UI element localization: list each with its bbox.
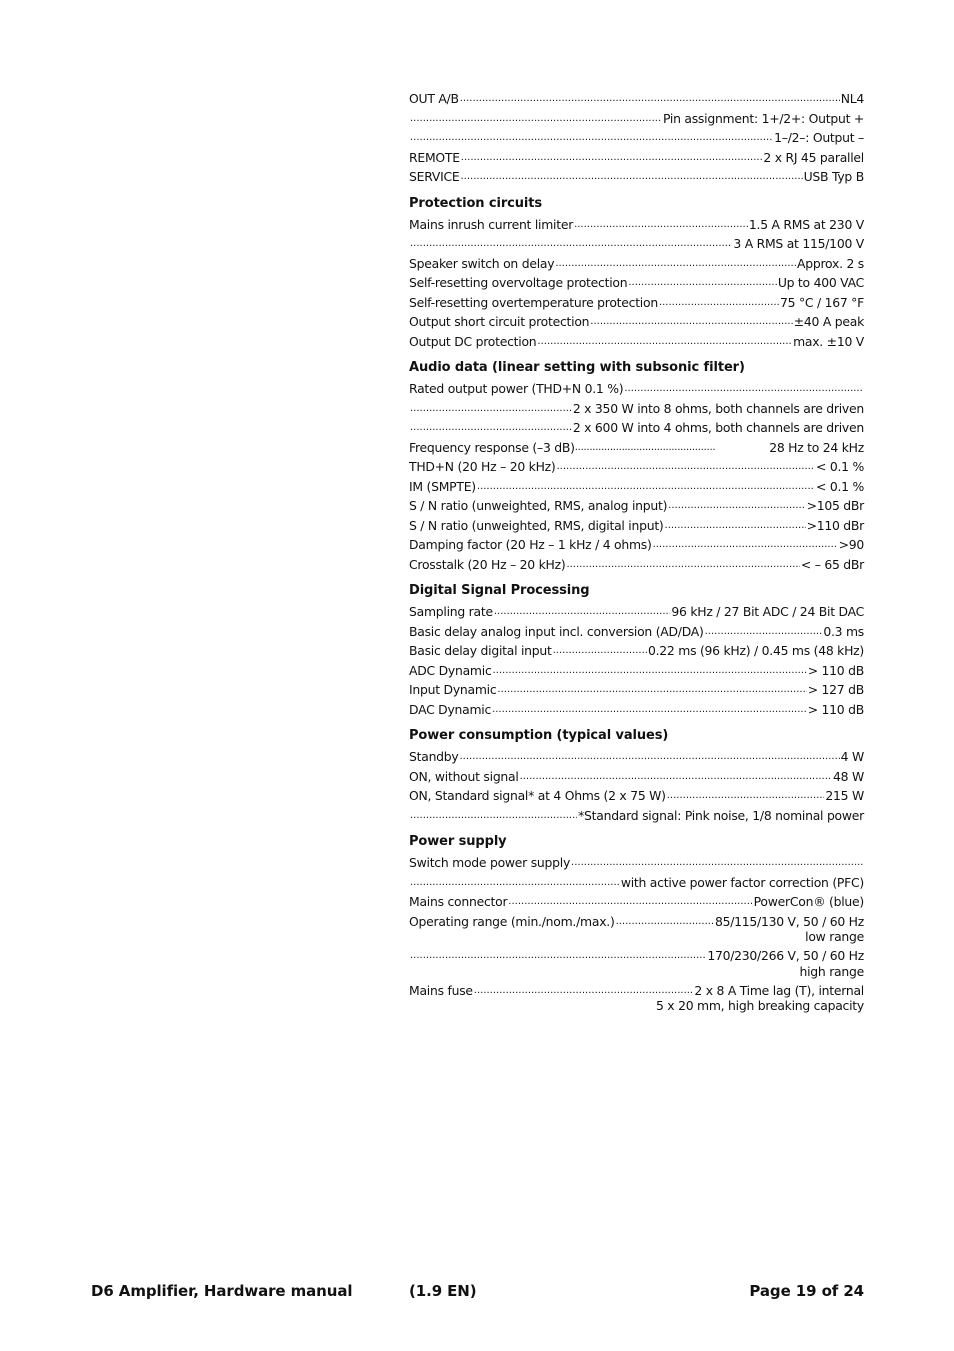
spec-label: REMOTE (409, 149, 460, 165)
spec-row (409, 215, 864, 235)
spec-row (409, 641, 864, 661)
footer-document-title: D6 Amplifier, Hardware manual (91, 1282, 353, 1300)
dot-leader (705, 622, 823, 642)
spec-label: Mains fuse (409, 982, 473, 998)
spec-value: 2 x 600 W into 4 ohms, both channels are driven (572, 420, 864, 435)
spec-label: Mains connector (409, 894, 508, 909)
spec-row (409, 254, 864, 274)
spec-row (409, 399, 864, 419)
spec-row (409, 786, 864, 806)
spec-value: 2 x RJ 45 parallel (763, 149, 864, 165)
spec-label: ADC Dynamic (409, 662, 492, 678)
spec-value: > 110 dB (807, 701, 864, 717)
spec-label: Self-resetting overvoltage protection (409, 275, 628, 290)
spec-value: *Standard signal: Pink noise, 1/8 nominal power (578, 807, 864, 823)
spec-row (409, 148, 864, 168)
dot-leader (616, 912, 714, 932)
dot-leader (494, 602, 671, 622)
spec-row (409, 853, 864, 873)
section-heading: Protection circuits (409, 195, 543, 211)
dot-leader (571, 853, 863, 873)
dot-leader (653, 535, 838, 555)
dot-leader (410, 873, 620, 893)
spec-value: >90 (838, 537, 864, 552)
spec-label: ON, without signal (409, 768, 519, 784)
spec-value: 0.3 ms (823, 623, 864, 639)
spec-value: < 0.1 % (816, 478, 864, 494)
dot-leader (410, 399, 572, 419)
spec-sheet (409, 89, 864, 1015)
section-heading: Audio data (linear setting with subsonic filter) (409, 360, 745, 375)
spec-row (409, 516, 864, 536)
spec-value: 0.22 ms (96 kHz) / 0.45 ms (48 kHz) (647, 643, 864, 658)
dot-leader (667, 786, 825, 806)
spec-row (409, 234, 864, 254)
section-heading: Power consumption (typical values) (409, 728, 669, 743)
spec-row (409, 602, 864, 622)
spec-value: 2 x 8 A Time lag (T), internal (694, 982, 864, 998)
spec-label: Basic delay digital input (409, 643, 552, 658)
spec-label: DAC Dynamic (409, 701, 492, 717)
spec-label: Output short circuit protection (409, 314, 590, 329)
spec-row (409, 661, 864, 681)
spec-label: Frequency response (–3 dB) (409, 439, 575, 455)
dot-leader (659, 293, 779, 313)
dot-leader (492, 700, 807, 720)
dot-leader (410, 806, 577, 826)
dot-leader (410, 946, 706, 966)
spec-row (409, 418, 864, 438)
spec-value: 75 °C / 167 °F (779, 294, 864, 310)
dot-leader (461, 148, 763, 168)
spec-value: 1–/2–: Output – (774, 130, 864, 145)
footer-version: (1.9 EN) (409, 1282, 477, 1300)
spec-row (409, 109, 864, 129)
spec-label: OUT A/B (409, 91, 459, 106)
spec-label: Standby (409, 749, 459, 764)
dot-leader (665, 516, 806, 536)
spec-value-continuation: low range (805, 929, 864, 944)
spec-label: Damping factor (20 Hz – 1 kHz / 4 ohms) (409, 537, 652, 552)
spec-row (409, 128, 864, 148)
spec-row (409, 535, 864, 555)
spec-row (409, 747, 864, 767)
spec-label: Input Dynamic (409, 682, 497, 697)
dot-leader (459, 747, 839, 767)
spec-label: S / N ratio (unweighted, RMS, analog input) (409, 498, 668, 513)
spec-row (409, 680, 864, 700)
spec-label: Output DC protection (409, 333, 537, 349)
spec-row (409, 438, 864, 458)
spec-row (409, 477, 864, 497)
spec-value: 215 W (825, 788, 864, 803)
spec-label: Basic delay analog input incl. conversion (AD/DA) (409, 623, 704, 639)
spec-value: 28 Hz to 24 kHz (769, 439, 864, 455)
spec-label: Rated output power (THD+N 0.1 %) (409, 381, 624, 396)
spec-value: < – 65 dBr (800, 556, 864, 572)
spec-section (409, 583, 864, 719)
spec-row (409, 89, 864, 109)
spec-section (409, 89, 864, 187)
spec-value: Up to 400 VAC (777, 275, 864, 290)
spec-row (409, 873, 864, 893)
spec-row (409, 312, 864, 332)
spec-value: ±40 A peak (793, 314, 864, 329)
footer-page-number: Page 19 of 24 (749, 1282, 864, 1300)
spec-row (409, 293, 864, 313)
spec-section (409, 196, 864, 352)
spec-label: ON, Standard signal* at 4 Ohms (2 x 75 W) (409, 788, 666, 803)
dot-leader (574, 215, 748, 235)
dot-leader (553, 641, 647, 661)
dot-leader (668, 496, 805, 516)
spec-label: S / N ratio (unweighted, RMS, digital input) (409, 517, 664, 533)
spec-value: 85/115/130 V, 50 / 60 Hz (714, 913, 864, 929)
dot-leader (555, 254, 796, 274)
spec-value: Approx. 2 s (797, 255, 864, 271)
spec-row (409, 379, 864, 399)
spec-section (409, 360, 864, 574)
dot-leader (474, 981, 694, 1001)
spec-label: SERVICE (409, 169, 460, 184)
spec-value: 96 kHz / 27 Bit ADC / 24 Bit DAC (671, 604, 864, 619)
spec-row (409, 767, 864, 787)
dot-leader (566, 555, 799, 575)
dot-leader (575, 438, 715, 458)
spec-label: IM (SMPTE) (409, 478, 476, 494)
dot-leader (590, 312, 792, 332)
spec-row (409, 496, 864, 516)
dot-leader (410, 418, 572, 438)
dot-leader (557, 457, 816, 477)
spec-value: PowerCon® (blue) (753, 894, 864, 909)
spec-label: Speaker switch on delay (409, 255, 555, 271)
spec-section (409, 728, 864, 825)
spec-row (409, 806, 864, 826)
spec-row (409, 555, 864, 575)
spec-value-continuation: 5 x 20 mm, high breaking capacity (655, 998, 864, 1013)
spec-value: max. ±10 V (793, 333, 864, 349)
dot-leader (508, 892, 752, 912)
spec-value-continuation: high range (799, 963, 864, 979)
dot-leader (477, 477, 815, 497)
spec-row (409, 622, 864, 642)
spec-value: >110 dBr (806, 517, 864, 533)
spec-label: Operating range (min./nom./max.) (409, 913, 615, 929)
spec-row (409, 457, 864, 477)
dot-leader (520, 767, 832, 787)
dot-leader (497, 680, 806, 700)
dot-leader (628, 273, 776, 293)
dot-leader (537, 332, 792, 352)
spec-value: 170/230/266 V, 50 / 60 Hz (707, 948, 864, 963)
spec-value: NL4 (840, 91, 864, 106)
spec-label: Mains inrush current limiter (409, 216, 574, 232)
spec-value: with active power factor correction (PFC) (620, 874, 864, 890)
section-heading: Digital Signal Processing (409, 583, 590, 598)
spec-row (409, 700, 864, 720)
spec-row (409, 946, 864, 966)
spec-label: THD+N (20 Hz – 20 kHz) (409, 459, 556, 474)
spec-value: Pin assignment: 1+/2+: Output + (662, 110, 864, 126)
spec-section (409, 834, 864, 1015)
dot-leader (410, 109, 662, 129)
spec-value: 48 W (833, 768, 864, 784)
dot-leader (461, 167, 803, 187)
spec-row (409, 912, 864, 932)
dot-leader (410, 234, 732, 254)
spec-value: 1.5 A RMS at 230 V (748, 216, 864, 232)
spec-value: >105 dBr (806, 498, 864, 513)
dot-leader (460, 89, 840, 109)
spec-value: 3 A RMS at 115/100 V (733, 236, 864, 251)
dot-leader (624, 379, 863, 399)
spec-value: 4 W (840, 749, 864, 764)
spec-value: USB Typ B (803, 169, 864, 184)
spec-row (409, 892, 864, 912)
spec-row (409, 167, 864, 187)
spec-label: Sampling rate (409, 604, 493, 619)
spec-label: Switch mode power supply (409, 855, 571, 870)
spec-value: < 0.1 % (816, 459, 864, 474)
spec-value: 2 x 350 W into 8 ohms, both channels are driven (572, 400, 864, 416)
spec-value: > 110 dB (807, 662, 864, 678)
spec-value: > 127 dB (807, 682, 864, 697)
dot-leader (493, 661, 807, 681)
spec-label: Self-resetting overtemperature protection (409, 294, 658, 310)
spec-row (409, 273, 864, 293)
spec-label: Crosstalk (20 Hz – 20 kHz) (409, 556, 566, 572)
dot-leader (410, 128, 773, 148)
section-heading: Power supply (409, 834, 507, 849)
spec-row (409, 332, 864, 352)
